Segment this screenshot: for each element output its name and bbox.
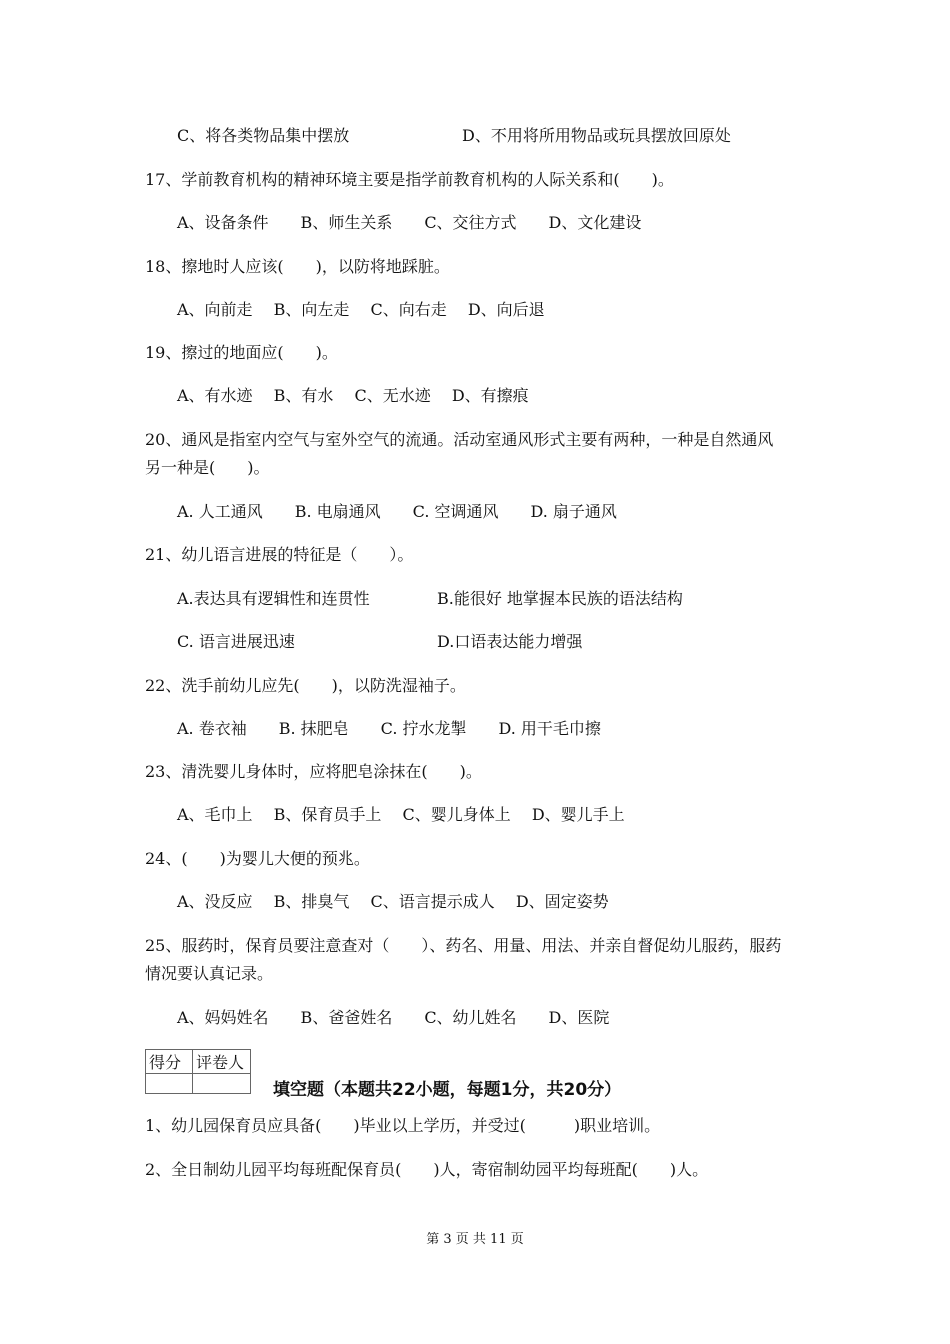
page-footer: 第 3 页 共 11 页 xyxy=(426,1232,524,1247)
score-cell xyxy=(146,1074,193,1094)
question-23-options: A、毛巾上 B、保育员手上 C、婴儿身体上 D、婴儿手上 xyxy=(177,805,625,824)
question-24: 24、( )为婴儿大便的预兆。 xyxy=(145,849,370,868)
question-19: 19、擦过的地面应( )。 xyxy=(145,343,338,362)
question-17-options: A、设备条件 B、师生关系 C、交往方式 D、文化建设 xyxy=(177,213,642,232)
score-table xyxy=(145,1049,251,1094)
grader-cell xyxy=(193,1074,251,1094)
question-22: 22、洗手前幼儿应先( )，以防洗湿袖子。 xyxy=(145,676,466,695)
question-20-options: A. 人工通风 B. 电扇通风 C. 空调通风 D. 扇子通风 xyxy=(177,502,617,521)
fill-question-1: 1、幼儿园保育员应具备( )毕业以上学历，并受过( )职业培训。 xyxy=(145,1116,661,1135)
question-21-option-b: B.能很好 地掌握本民族的语法结构 xyxy=(437,589,683,608)
question-21-option-d: D.口语表达能力增强 xyxy=(437,632,583,651)
question-19-options: A、有水迹 B、有水 C、无水迹 D、有擦痕 xyxy=(177,386,529,405)
question-22-options: A. 卷衣袖 B. 抹肥皂 C. 拧水龙掣 D. 用干毛巾擦 xyxy=(177,719,601,738)
question-24-options: A、没反应 B、排臭气 C、语言提示成人 D、固定姿势 xyxy=(177,892,609,911)
fill-question-2: 2、全日制幼儿园平均每班配保育员( )人，寄宿制幼园平均每班配( )人。 xyxy=(145,1160,709,1179)
question-25-line2: 情况要认真记录。 xyxy=(145,964,274,983)
line-c-option: C、将各类物品集中摆放 xyxy=(177,126,350,145)
question-20-line2: 另一种是( )。 xyxy=(145,458,270,477)
grader-header: 评卷人 xyxy=(193,1050,251,1074)
line-d-option: D、不用将所用物品或玩具摆放回原处 xyxy=(462,126,731,145)
question-25-line1: 25、服药时，保育员要注意查对（ ）、药名、用量、用法、并亲自督促幼儿服药，服药 xyxy=(145,936,782,955)
section-title: 填空题（本题共22小题，每题1分，共20分） xyxy=(273,1080,622,1100)
question-21: 21、幼儿语言进展的特征是（ ）。 xyxy=(145,545,414,564)
question-20-line1: 20、通风是指室内空气与室外空气的流通。活动室通风形式主要有两种，一种是自然通风 xyxy=(145,430,774,449)
question-21-option-a: A.表达具有逻辑性和连贯性 xyxy=(177,589,370,608)
question-17: 17、学前教育机构的精神环境主要是指学前教育机构的人际关系和( )。 xyxy=(145,170,674,189)
question-18-options: A、向前走 B、向左走 C、向右走 D、向后退 xyxy=(177,300,545,319)
question-23: 23、清洗婴儿身体时，应将肥皂涂抹在( )。 xyxy=(145,762,482,781)
question-25-options: A、妈妈姓名 B、爸爸姓名 C、幼儿姓名 D、医院 xyxy=(177,1008,610,1027)
question-18: 18、擦地时人应该( )，以防将地踩脏。 xyxy=(145,257,450,276)
score-header: 得分 xyxy=(146,1050,193,1074)
question-21-option-c: C. 语言进展迅速 xyxy=(177,632,295,651)
